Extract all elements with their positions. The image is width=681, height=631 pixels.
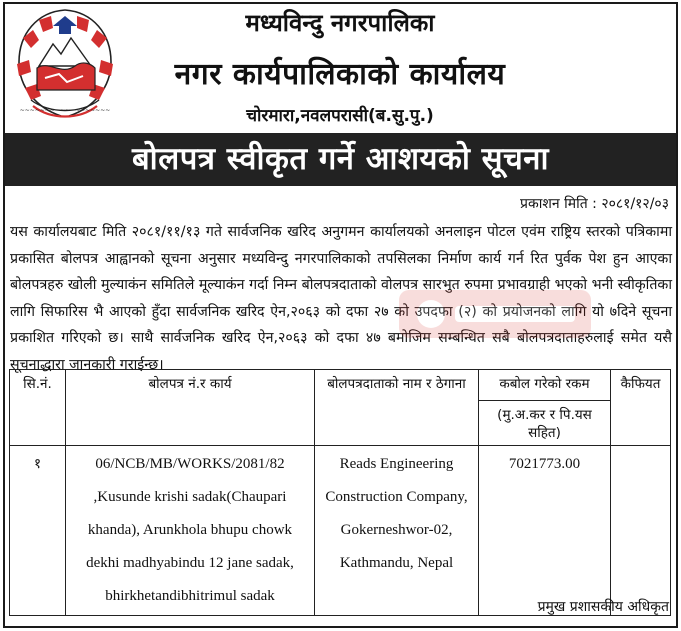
header-amount-sub: (मु.अ.कर र पि.यस सहित) [479, 401, 611, 446]
cell-sn: १ [10, 446, 66, 616]
cell-work: 06/NCB/MB/WORKS/2081/82 ,Kusunde krishi sadak(Chaupari khanda), Arunkhola bhupu chowk dekhi madhyabindu 12 jane sadak, bhirkhetandibhitrimul sadak [66, 446, 315, 616]
cell-amount: 7021773.00 [479, 446, 611, 616]
municipality-name: मध्यविन्दु नगरपालिका [245, 9, 435, 37]
cell-remarks [611, 446, 671, 616]
header-amount: कबोल गरेको रकम [479, 370, 611, 401]
notice-body: यस कार्यालयबाट मिति २०८१/११/१३ गते सार्वजनिक खरिद अनुगमन कार्यालयको अनलाइन पोटल एवंम राष्ट्रिय स्तरको पत्रिकामा प्रकासित बोलपत्र आह्वानको सूचना अनुसार मध्यविन्दु नगरपालिकाको तपसिलका निर्माण कार्य गर्न रित पुर्वक पेश हुन आएका बोलपत्रहरु खोली मुल्याकंन समितिले मूल्याकंन गर्दा निम्न बोलपत्रदाताको वोलपत्र सारभुत रुपमा प्रभावग्राही भएको भनी स्वीकृतिका लागि सिफारिस भै आएको हुँदा सार्वजनिक खरिद ऐन,२०६३ को दफा २७ को उपदफा (२) को प्रयोजनको लागि यो ७दिने सूचना प्रकाशित गरिएको छ। साथै सार्वजनिक खरिद ऐन,२०६३ को दफा ४७ बमोजिम सम्बन्धित सबै बोलपत्रदाताहरुलाई समेत यसै सूचनाद्धारा जानकारी गराईन्छ। [10, 224, 672, 373]
nepal-emblem-icon [9, 4, 121, 126]
notice-title-banner: बोलपत्र स्वीकृत गर्ने आशयको सूचना [5, 133, 676, 186]
award-table [9, 369, 671, 616]
header-work: बोलपत्र नं.र कार्य [66, 370, 315, 446]
office-name: नगर कार्यपालिकाको कार्यालय [174, 57, 506, 92]
header-sn: सि.नं. [10, 370, 66, 446]
publication-date: प्रकाशन मिति : २०८१/१२/०३ [520, 196, 669, 212]
table-row [10, 446, 671, 616]
signatory-title: प्रमुख प्रशासकीय अधिकृत [537, 599, 669, 615]
cell-bidder: Reads Engineering Construction Company, Gokerneshwor-02, Kathmandu, Nepal [315, 446, 479, 616]
header-bidder: बोलपत्रदाताको नाम र ठेगाना [315, 370, 479, 446]
office-address: चोरमारा,नवलपरासी(ब.सु.पु.) [246, 106, 434, 126]
award-table-container [9, 369, 670, 616]
svg-text:~~~~~~~~~~~~~~~~~~: ~~~~~~~~~~~~~~~~~~ [19, 107, 111, 114]
header-remarks: कैफियत [611, 370, 671, 446]
